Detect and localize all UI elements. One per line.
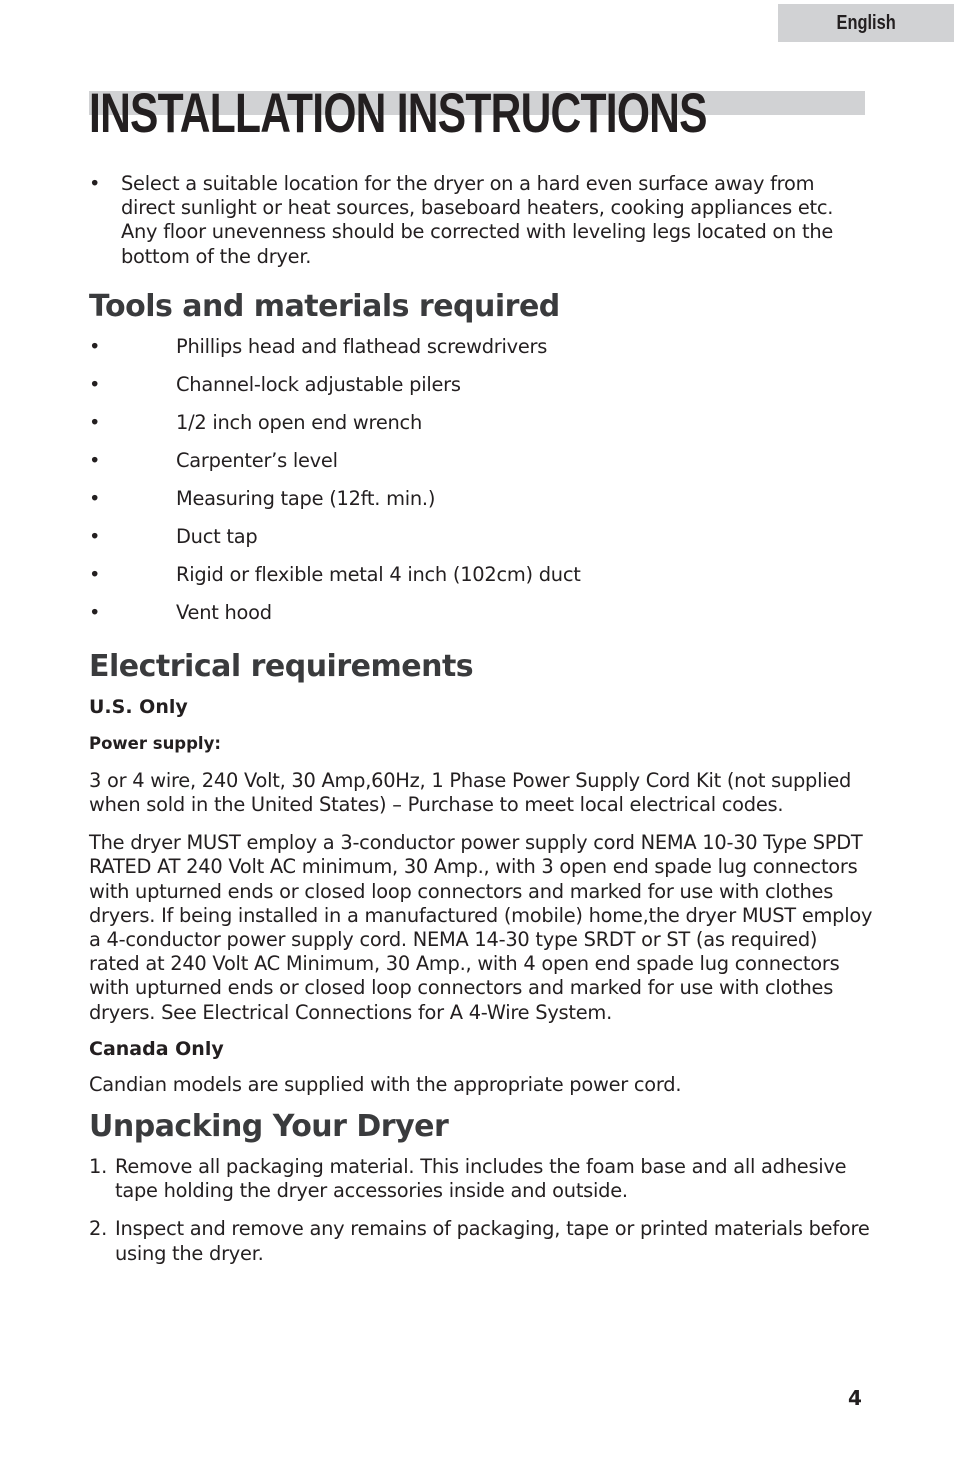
power-supply-paragraph: 3 or 4 wire, 240 Volt, 30 Amp,60Hz, 1 Phase Power Supply Cord Kit (not supplied when sold in the United States) – Purchase to meet local electrical codes. bbox=[89, 768, 852, 817]
unpacking-heading: Unpacking Your Dryer bbox=[89, 1109, 449, 1145]
bullet-glyph: • bbox=[89, 448, 101, 472]
main-content bbox=[89, 172, 873, 1280]
tools-heading: Tools and materials required bbox=[89, 288, 560, 324]
intro-bullet bbox=[89, 172, 873, 269]
bullet-glyph: • bbox=[89, 600, 101, 624]
list-item bbox=[89, 373, 873, 411]
tools-list bbox=[89, 335, 873, 639]
tool-label: Vent hood bbox=[176, 600, 272, 624]
tool-label: Measuring tape (12ft. min.) bbox=[176, 486, 436, 510]
tool-label: 1/2 inch open end wrench bbox=[176, 410, 422, 434]
step-number: 2. bbox=[89, 1217, 108, 1241]
list-item bbox=[89, 487, 873, 525]
tool-label: Channel-lock adjustable pilers bbox=[176, 372, 461, 396]
bullet-glyph: • bbox=[89, 410, 101, 434]
tool-label: Phillips head and flathead screwdrivers bbox=[176, 334, 548, 358]
step-text: Remove all packaging material. This includes the foam base and all adhesive tape holding the dryer accessories inside and outside. bbox=[115, 1155, 847, 1203]
list-item bbox=[89, 335, 873, 373]
bullet-glyph: • bbox=[89, 372, 101, 396]
page-title: INSTALLATION INSTRUCTIONS bbox=[89, 81, 707, 144]
list-item bbox=[89, 1155, 873, 1203]
unpacking-steps bbox=[89, 1155, 873, 1266]
tool-label: Carpenter’s level bbox=[176, 448, 338, 472]
list-item bbox=[89, 449, 873, 487]
list-item bbox=[89, 563, 873, 601]
bullet-glyph: • bbox=[89, 334, 101, 358]
page-number: 4 bbox=[848, 1386, 862, 1410]
list-item bbox=[89, 601, 873, 639]
language-label: English bbox=[836, 11, 896, 34]
us-only-subheading: U.S. Only bbox=[89, 695, 188, 718]
power-supply-label: Power supply: bbox=[89, 733, 221, 753]
list-item bbox=[89, 411, 873, 449]
intro-text: Select a suitable location for the dryer on a hard even surface away from direct sunlight or heat sources, baseboard heaters, cooking appliances etc. Any floor unevenness should be corrected with leveling legs located on the bottom of the dryer. bbox=[121, 172, 834, 268]
canada-only-subheading: Canada Only bbox=[89, 1037, 224, 1060]
bullet-glyph: • bbox=[89, 524, 101, 548]
step-text: Inspect and remove any remains of packaging, tape or printed materials before using the dryer. bbox=[115, 1217, 870, 1265]
electrical-heading: Electrical requirements bbox=[89, 648, 474, 684]
cord-requirements-paragraph: The dryer MUST employ a 3-conductor power supply cord NEMA 10-30 Type SPDT RATED AT 240 Volt AC minimum, 30 Amp., with 3 open end spade lug connectors with upturned ends or closed loop connectors and marked for use with clothes dryers. If being installed in a manufactured (mobile) home,the dryer MUST employ a 4-conductor power supply cord. NEMA 14-30 type SRDT or ST (as required) rated at 240 Volt AC Minimum, 30 Amp., with 4 open end spade lug connectors with upturned ends or closed loop connectors and marked for use with clothes dryers. See Electrical Connections for A 4-Wire System. bbox=[89, 831, 873, 1024]
bullet-glyph: • bbox=[89, 562, 101, 586]
list-item bbox=[89, 1217, 873, 1265]
canada-paragraph: Candian models are supplied with the appropriate power cord. bbox=[89, 1072, 682, 1096]
tool-label: Duct tap bbox=[176, 524, 258, 548]
tool-label: Rigid or flexible metal 4 inch (102cm) duct bbox=[176, 562, 581, 586]
bullet-glyph: • bbox=[89, 486, 101, 510]
bullet-glyph: • bbox=[89, 172, 101, 195]
step-number: 1. bbox=[89, 1155, 108, 1179]
language-tab bbox=[778, 4, 954, 42]
list-item bbox=[89, 525, 873, 563]
